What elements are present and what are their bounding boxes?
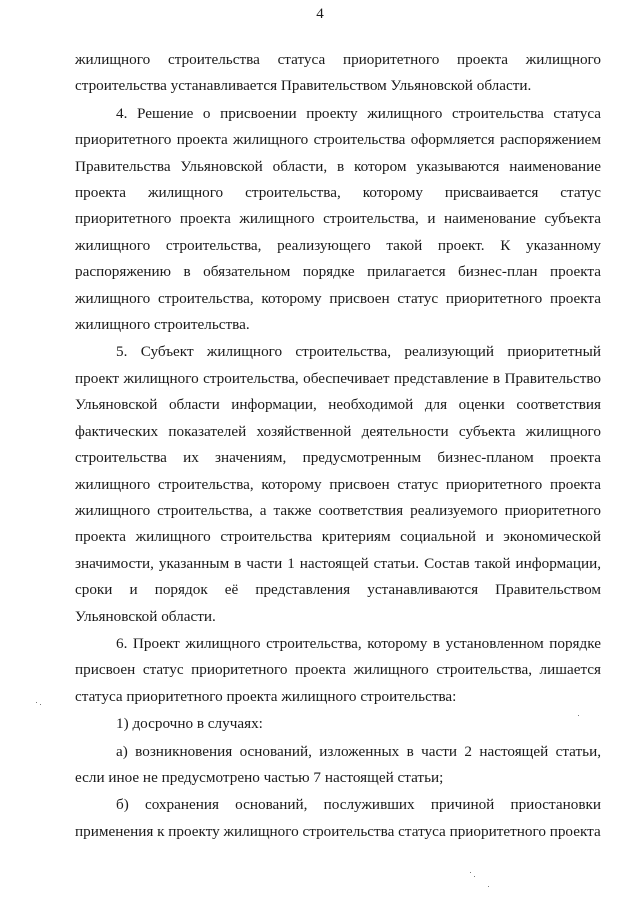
subitem-b: б) сохранения оснований, послуживших причиной приостановки применения к проекту жилищного строительства статуса приоритетного проекта — [75, 796, 601, 840]
paragraph-item-6: 6. Проект жилищного строительства, которому в установленном порядке присвоен статус приоритетного проекта жилищного строительства, лишается статуса приоритетного проекта жилищного строительства: — [75, 634, 601, 705]
subitem-a: а) возникновения оснований, изложенных в части 2 настоящей статьи, если иное не предусмотрено частью 7 настоящей статьи; — [75, 742, 601, 786]
subitem-1: 1) досрочно в случаях: — [116, 715, 263, 733]
paragraph-item-4: 4. Решение о присвоении проекту жилищного строительства статуса приоритетного проекта жилищного строительства оформляется распоряжением Правительства Ульяновской области, в котором указываются наименование проекта жилищного строительства, которому присваивается статус приоритетного проекта жилищного строительства, и наименование субъекта жилищного строительства, реализующего такой проект. К указанному распоряжению в обязательном порядке прилагается бизнес-план проекта жилищного строительства, которому присвоен статус приоритетного проекта жилищного строительства. — [75, 104, 601, 334]
scan-speck — [470, 872, 471, 873]
paragraph-continuation: жилищного строительства статуса приоритетного проекта жилищного строительства устанавливается Правительством Ульяновской области. — [75, 51, 601, 95]
page-number: 4 — [316, 6, 324, 22]
scan-speck — [474, 876, 475, 877]
scan-speck — [36, 702, 37, 703]
document-body — [75, 47, 601, 845]
paragraph-item-5: 5. Субъект жилищного строительства, реализующий приоритетный проект жилищного строительства, обеспечивает представление в Правительство Ульяновской области информации, необходимой для оценки соответствия фактических показателей хозяйственной деятельности субъекта жилищного строительства их значениям, предусмотренным бизнес-планом проекта жилищного строительства, которому присвоен статус приоритетного проекта жилищного строительства, а также соответствия реализуемого приоритетного проекта жилищного строительства критериям социальной и экономической значимости, указанным в части 1 настоящей статьи. Состав такой информации, сроки и порядок её представления устанавливаются Правительством Ульяновской области. — [75, 343, 601, 625]
scan-speck — [488, 886, 489, 887]
scan-speck — [40, 704, 41, 705]
scan-speck — [578, 715, 579, 716]
